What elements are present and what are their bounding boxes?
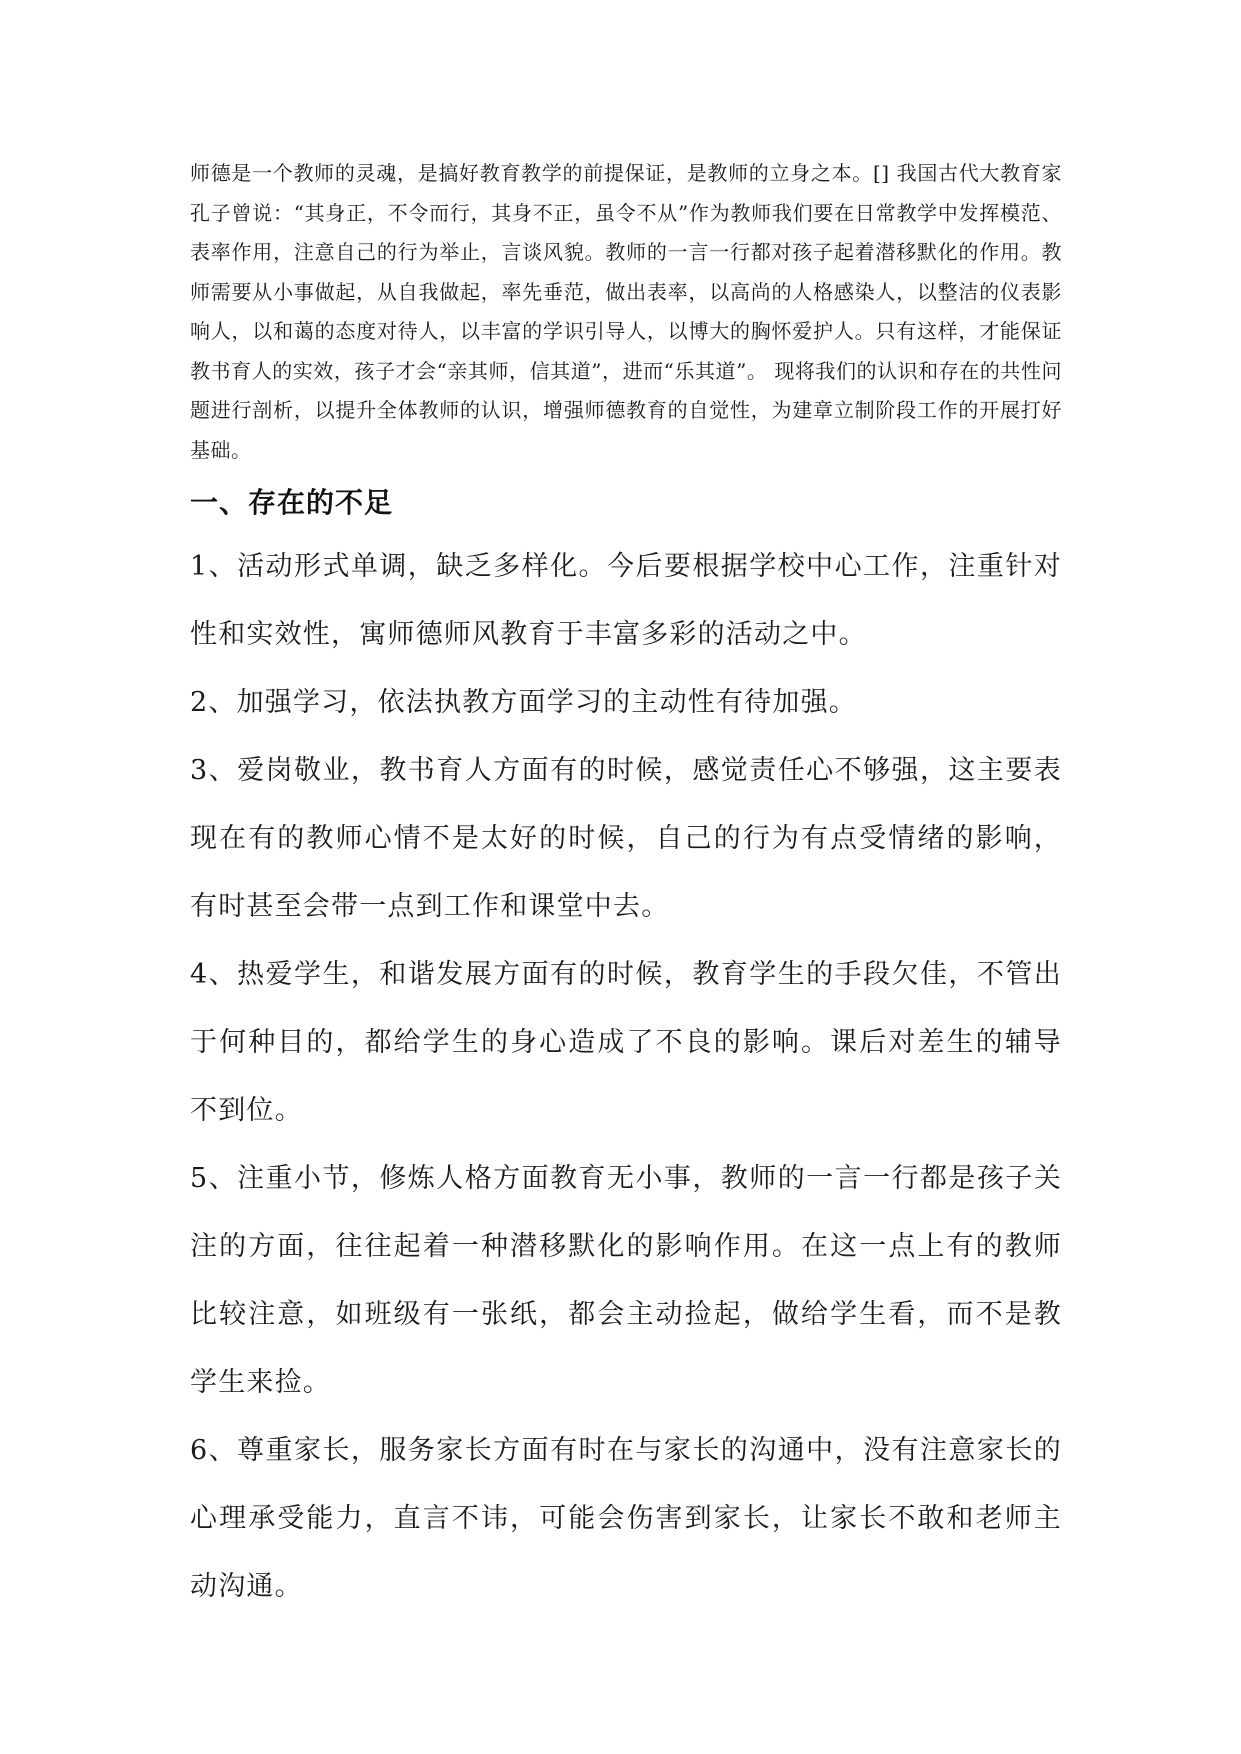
list-item: 1、活动形式单调，缺乏多样化。今后要根据学校中心工作，注重针对性和实效性，寓师德师风教育于丰富多彩的活动之中。 [190,551,1062,650]
list-item: 2、加强学习，依法执教方面学习的主动性有待加强。 [190,687,857,718]
intro-paragraph: 师德是一个教师的灵魂，是搞好教育教学的前提保证，是教师的立身之本。[] 我国古代大教育家孔子曾说：“其身正，不令而行，其身不正，虽令不从”作为教师我们要在日常教学中发挥模范、表率作用，注意自己的行为举止，言谈风貌。教师的一言一行都对孩子起着潜移默化的作用。教师需要从小事做起，从自我做起，率先垂范，做出表率，以高尚的人格感染人，以整洁的仪表影响人，以和蔼的态度对待人，以丰富的学识引导人，以博大的胸怀爱护人。只有这样，才能保证教书育人的实效，孩子才会“亲其师，信其道”，进而“乐其道”。 现将我们的认识和存在的共性问题进行剖析，以提升全体教师的认识，增强师德教育的自觉性，为建章立制阶段工作的开展打好基础。 [190,161,1062,462]
list-item: 4、热爱学生，和谐发展方面有的时候，教育学生的手段欠佳，不管出于何种目的，都给学生的身心造成了不良的影响。课后对差生的辅导不到位。 [190,959,1062,1126]
list-item: 3、爱岗敬业，教书育人方面有的时候，感觉责任心不够强，这主要表现在有的教师心情不是太好的时候，自己的行为有点受情绪的影响，有时甚至会带一点到工作和课堂中去。 [190,755,1062,922]
list-item: 5、注重小节，修炼人格方面教育无小事，教师的一言一行都是孩子关注的方面，往往起着一种潜移默化的影响作用。在这一点上有的教师比较注意，如班级有一张纸，都会主动捡起，做给学生看，而不是教学生来捡。 [190,1163,1062,1398]
document-body [190,154,1062,1621]
list-item: 6、尊重家长，服务家长方面有时在与家长的沟通中，没有注意家长的心理承受能力，直言不讳，可能会伤害到家长，让家长不敢和老师主动沟通。 [190,1435,1062,1602]
section-heading: 一、存在的不足 [190,486,394,519]
